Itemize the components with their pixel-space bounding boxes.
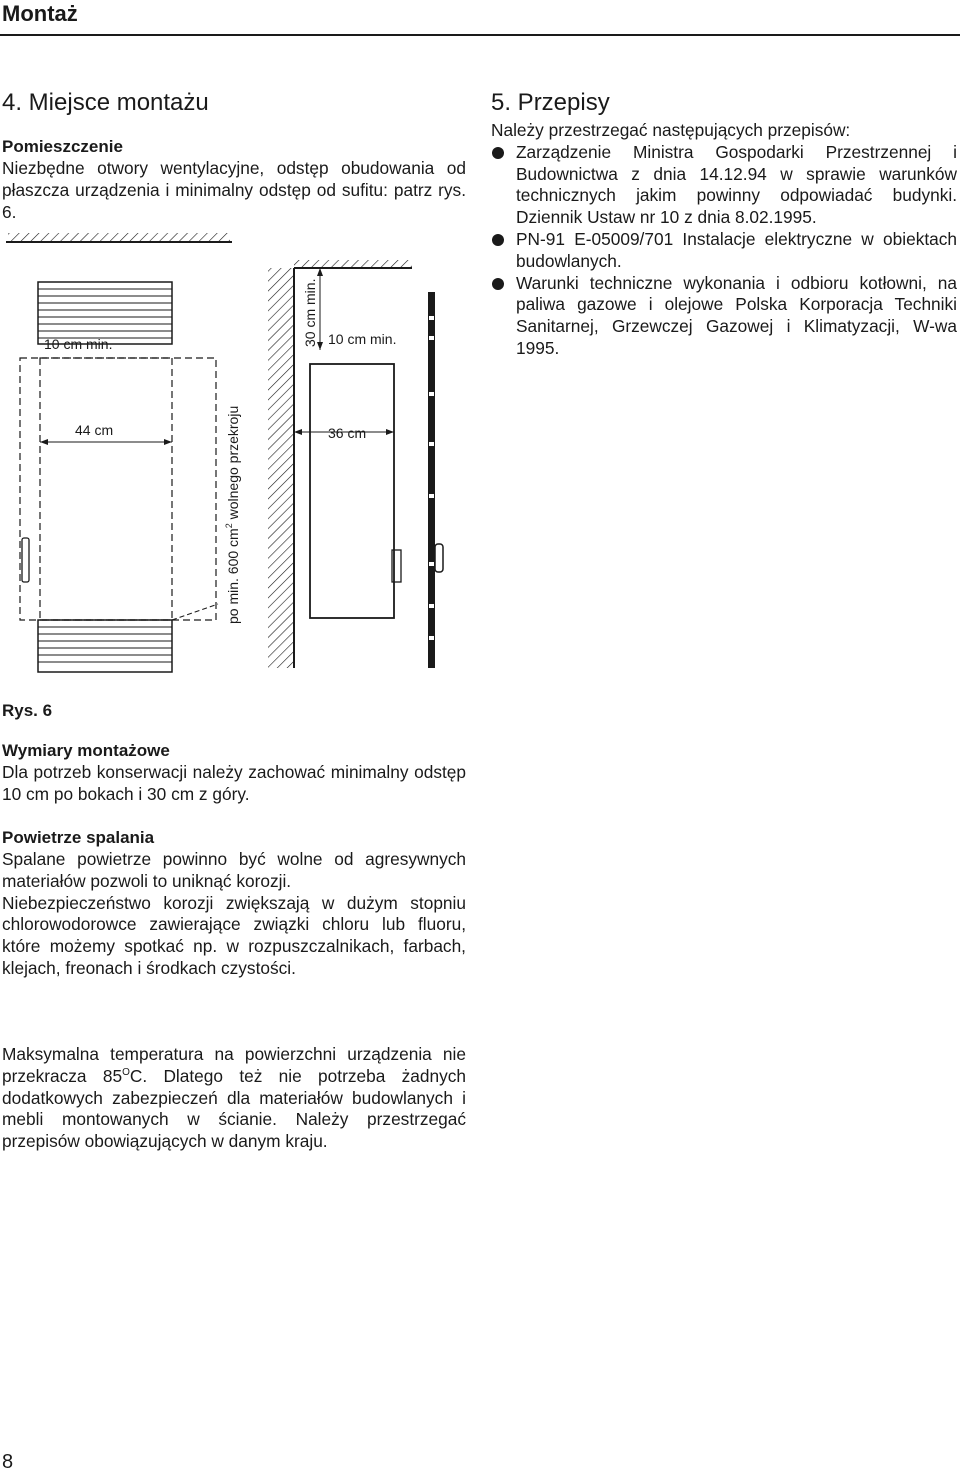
section-title-installation-place: 4. Miejsce montażu (2, 89, 209, 116)
page-number: 8 (2, 1451, 14, 1473)
regulation-item-text: PN-91 E-05009/701 Instalacje elektryczne w obiektach budowlanych. (516, 228, 957, 271)
upper-vent-slats (38, 289, 172, 338)
lower-vent-grille (38, 620, 172, 672)
header-divider (0, 34, 960, 36)
bullet-dot-icon (492, 278, 504, 290)
combustion-air-section (2, 827, 466, 980)
arrow-up-icon (317, 268, 323, 276)
bullet-dot-icon (492, 147, 504, 159)
wall-hatch (268, 268, 294, 668)
cabinet-outline (20, 358, 216, 620)
label-vent-area-sup: 2 (224, 523, 234, 529)
door-panel (428, 292, 435, 668)
label-side-clearance-right: 10 cm min. (328, 331, 397, 347)
combustion-air-heading: Powietrze spalania (2, 828, 155, 847)
regulations-list (491, 142, 957, 360)
label-vent-area-main: po min. 600 cm (225, 528, 241, 624)
boiler-outline-front (40, 358, 172, 620)
boiler-side-view (310, 364, 394, 618)
room-text: Niezbędne otwory wentylacyjne, odstęp obudowania od płaszcza urządzenia i minimalny odstęp od sufitu: patrz rys. 6. (2, 158, 466, 222)
regulation-item (491, 229, 957, 273)
label-vent-area (224, 406, 241, 624)
mounting-dimensions-section (2, 740, 466, 806)
lower-vent-slats (38, 627, 172, 662)
temperature-text-after: C. Dlatego też nie potrzeba żadnych dodatkowych zabezpieczeń dla materiałów budowlanych i mebli montowanych w ścianie. Należy przestrzegać przepisów obowiązujących w danym kraju. (2, 1065, 466, 1152)
regulation-item-text: Warunki techniczne wykonania i odbioru kotłowni, na paliwa gazowe i olejowe Polska Korporacja Techniki Sanitarnej, Grzewczej Gazowej i Klimatyzacji, W-wa 1995. (516, 272, 957, 358)
upper-vent-grille (38, 282, 172, 344)
installation-diagram-svg (0, 232, 470, 682)
room-heading: Pomieszczenie (2, 137, 123, 156)
label-top-clearance: 30 cm min. (302, 278, 318, 347)
section-title-regulations: 5. Przepisy (491, 89, 610, 116)
mounting-text: Dla potrzeb konserwacji należy zachować minimalny odstęp 10 cm po bokach i 30 cm z góry. (2, 762, 466, 804)
ceiling-hatch (8, 233, 230, 242)
label-vent-area-rest: wolnego przekroju (225, 405, 241, 524)
right-column (491, 86, 957, 360)
combustion-air-text-2: Niebezpieczeństwo korozji zwiększają w dużym stopniu chlorowodorowce zawierające związki chloru lub fluoru, które możemy spotkać np. w rozpuszczalnikach, farbach, klejach, freonach i środkach czystości. (2, 892, 466, 978)
arrow-left-icon (40, 439, 48, 445)
regulation-item (491, 273, 957, 360)
bullet-dot-icon (492, 234, 504, 246)
mounting-heading: Wymiary montażowe (2, 741, 170, 760)
installation-diagram (0, 232, 470, 682)
page-header-title: Montaż (2, 1, 78, 26)
side-ceiling-hatch (294, 260, 412, 268)
regulation-item-text: Zarządzenie Ministra Gospodarki Przestrzennej i Budownictwa z dnia 14.12.94 w sprawie warunków technicznych jakim powinny odpowiadać budynki. Dziennik Ustaw nr 10 z dnia 8.02.1995. (516, 141, 957, 228)
left-column (2, 86, 466, 223)
arrow-right-icon (386, 429, 394, 435)
arrow-right-icon (164, 439, 172, 445)
arrow-left-icon (294, 429, 302, 435)
label-width-front: 44 cm (75, 422, 114, 438)
label-width-side: 36 cm (328, 425, 367, 441)
temperature-section (2, 1044, 466, 1153)
temperature-text (2, 1044, 466, 1153)
door-handle-icon (435, 544, 443, 572)
combustion-air-text-1: Spalane powietrze powinno być wolne od agresywnych materiałów pozwoli to uniknąć korozji. (2, 849, 466, 891)
regulations-intro: Należy przestrzegać następujących przepisów: (491, 120, 851, 140)
regulation-item (491, 142, 957, 229)
degree-sup: O (122, 1067, 130, 1079)
figure-caption: Rys. 6 (2, 701, 53, 720)
cabinet-handle-icon (22, 538, 29, 582)
label-side-clearance-left: 10 cm min. (44, 336, 113, 352)
leader-line (172, 604, 218, 620)
temperature-text-before: Maksymalna temperatura na powierzchni urządzenia nie przekracza 85 (2, 1044, 466, 1086)
